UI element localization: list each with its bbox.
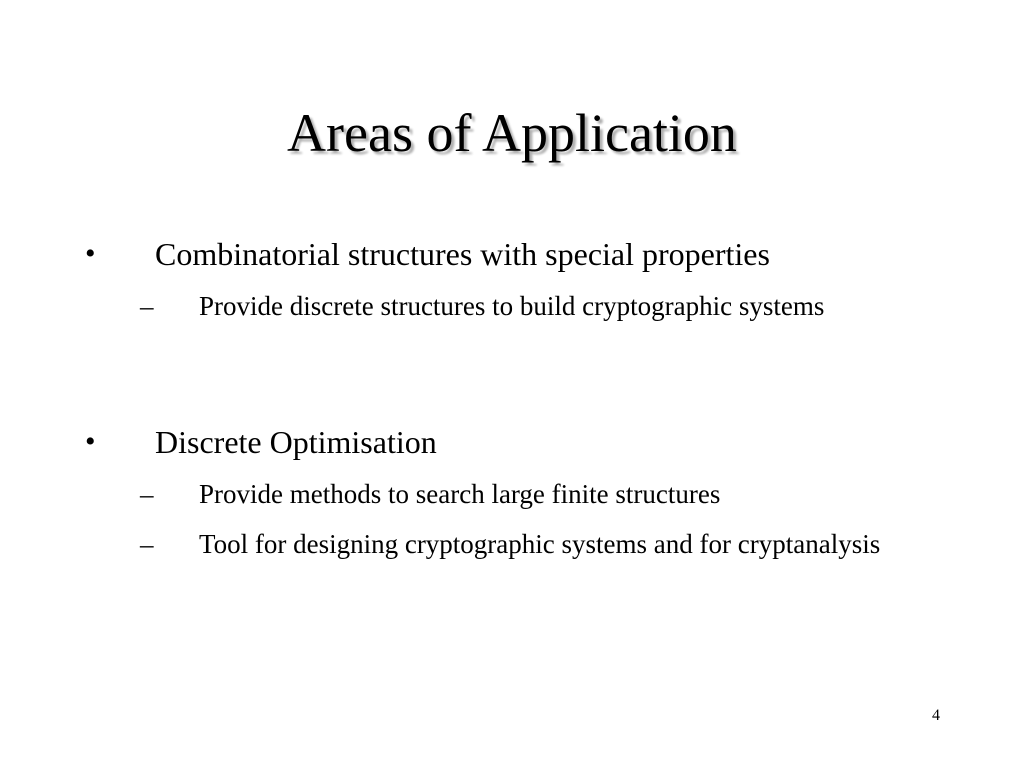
- sub-bullet-text: Provide methods to search large finite structures: [199, 479, 721, 509]
- page-number: 4: [932, 707, 940, 724]
- sub-bullet-marker: –: [140, 479, 154, 509]
- sub-bullet-marker: –: [140, 529, 154, 559]
- slide-title: Areas of Application: [287, 103, 737, 163]
- sub-bullet-text: Provide discrete structures to build cryptographic systems: [199, 291, 825, 321]
- bullet-text: Combinatorial structures with special properties: [155, 236, 770, 272]
- bullet-text: Discrete Optimisation: [155, 424, 437, 460]
- sub-bullet-marker: –: [140, 291, 154, 321]
- bullet-marker: •: [85, 425, 96, 458]
- sub-bullet-text: Tool for designing cryptographic systems and for cryptanalysis: [199, 529, 881, 559]
- bullet-marker: •: [85, 237, 96, 270]
